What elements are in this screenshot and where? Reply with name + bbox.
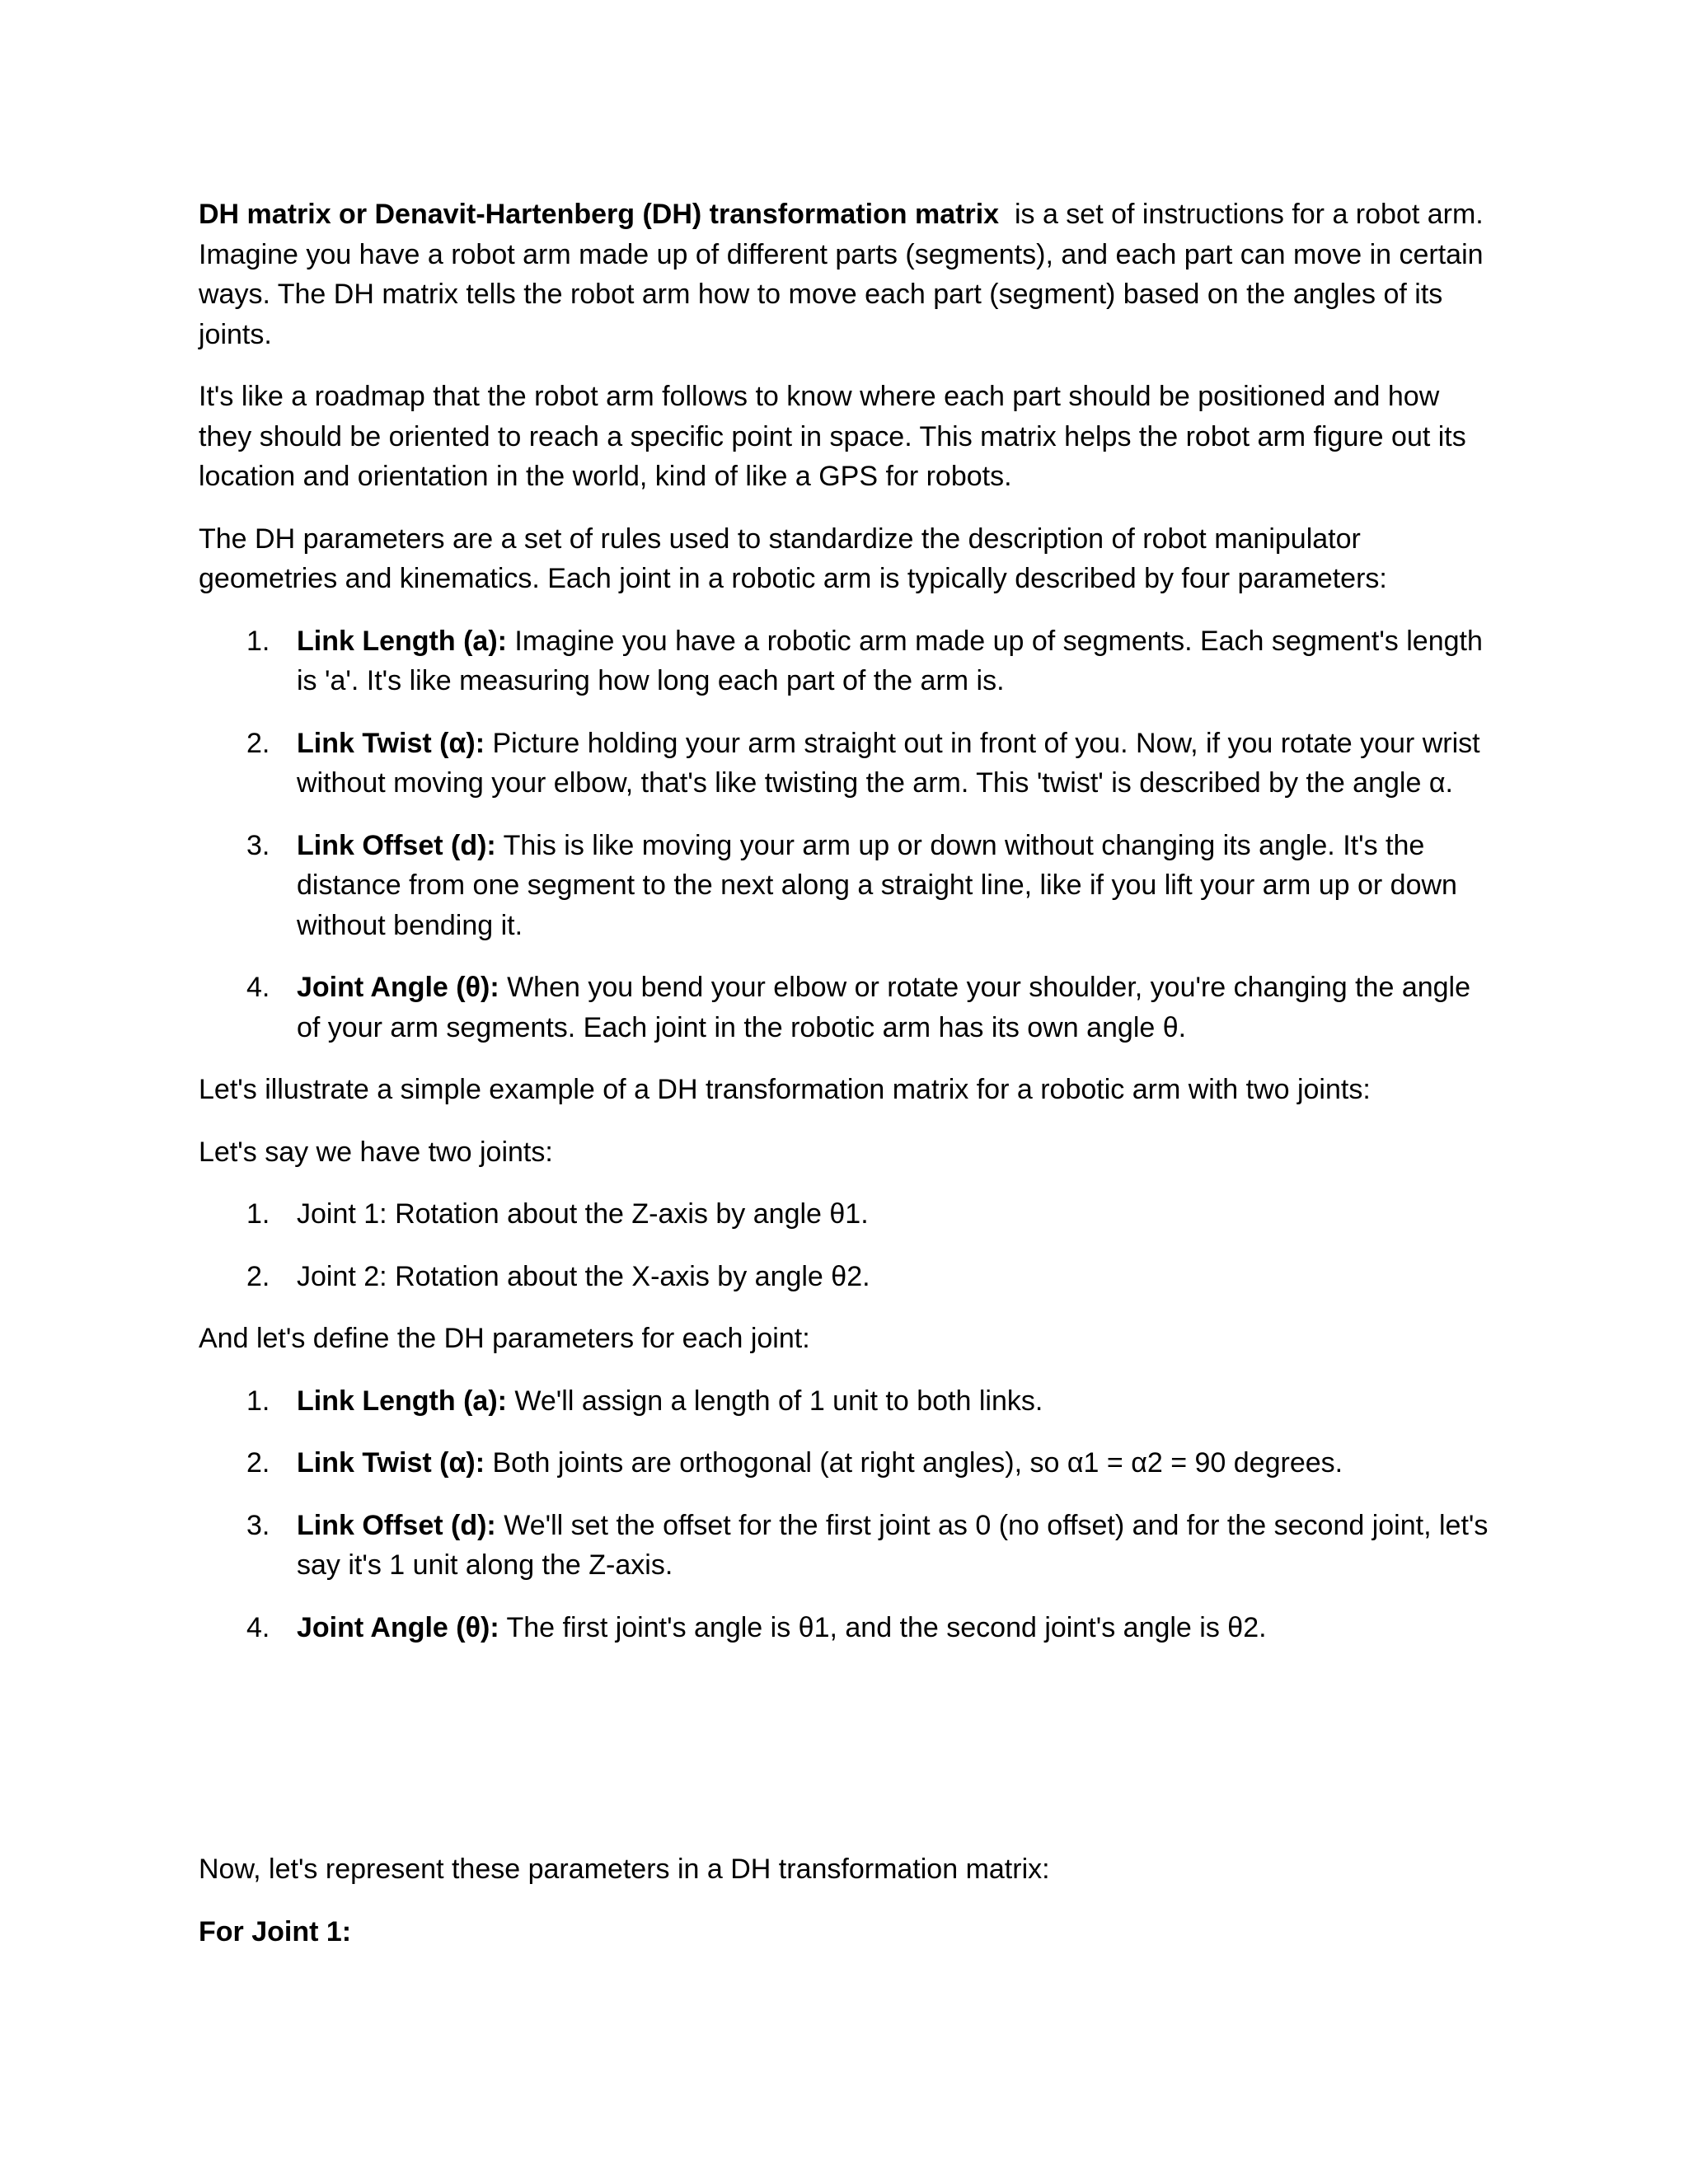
list-number: 1. <box>246 1198 270 1230</box>
list-item <box>199 1381 1493 1422</box>
param-label: Link Length (a): <box>297 1385 507 1417</box>
joint-list <box>199 1194 1493 1296</box>
param-text: We'll assign a length of 1 unit to both links. <box>506 1385 1043 1417</box>
param-label: Joint Angle (θ): <box>297 972 499 1003</box>
roadmap-paragraph: It's like a roadmap that the robot arm follows to know where each part should be positioned and how they should be oriented to reach a specific point in space. This matrix helps the robot arm figure out its location and orientation in the world, kind of like a GPS for robots. <box>199 381 1466 492</box>
param-label: Link Offset (d): <box>297 1509 496 1541</box>
joint1-heading-text: For Joint 1: <box>199 1915 352 1947</box>
param-label: Link Twist (α): <box>297 727 485 759</box>
param-text: Both joints are orthogonal (at right angles), so α1 = α2 = 90 degrees. <box>485 1447 1343 1479</box>
list-item <box>199 1608 1493 1648</box>
param-label: Link Length (a): <box>297 625 507 657</box>
list-item <box>199 968 1493 1047</box>
joint-text: Joint 1: Rotation about the Z-axis by angle θ1. <box>297 1198 869 1230</box>
param-label: Joint Angle (θ): <box>297 1611 499 1643</box>
blank-space <box>199 1670 1493 1849</box>
parameter-list <box>199 621 1493 1048</box>
list-number: 1. <box>246 1385 270 1417</box>
intro-paragraph <box>199 194 1493 354</box>
represent-paragraph: Now, let's represent these parameters in a DH transformation matrix: <box>199 1854 1050 1885</box>
list-item <box>199 1506 1493 1586</box>
definition-list <box>199 1381 1493 1648</box>
list-number: 3. <box>246 829 270 861</box>
list-number: 4. <box>246 1611 270 1643</box>
param-text: Picture holding your arm straight out in front of you. Now, if you rotate your wrist without moving your elbow, that's like twisting the arm. This 'twist' is described by the angle α. <box>297 727 1480 799</box>
list-item <box>199 1257 1493 1297</box>
list-item <box>199 724 1493 804</box>
list-item <box>199 826 1493 946</box>
param-label: Link Offset (d): <box>297 829 496 861</box>
param-label: Link Twist (α): <box>297 1447 485 1479</box>
param-text: The first joint's angle is θ1, and the second joint's angle is θ2. <box>499 1611 1267 1643</box>
list-number: 2. <box>246 1447 270 1479</box>
list-item <box>199 1443 1493 1483</box>
define-parameters-paragraph: And let's define the DH parameters for each joint: <box>199 1323 810 1354</box>
list-item <box>199 621 1493 701</box>
param-text: Imagine you have a robotic arm made up of segments. Each segment's length is 'a'. It's like measuring how long each part of the arm is. <box>297 625 1483 696</box>
list-item <box>199 1194 1493 1235</box>
param-text: We'll set the offset for the first joint as 0 (no offset) and for the second joint, let's say it's 1 unit along the Z-axis. <box>297 1509 1489 1581</box>
intro-term: DH matrix or Denavit-Hartenberg (DH) transformation matrix <box>199 199 1000 230</box>
list-number: 2. <box>246 1260 270 1292</box>
two-joints-paragraph: Let's say we have two joints: <box>199 1136 553 1168</box>
list-number: 4. <box>246 972 270 1003</box>
joint-text: Joint 2: Rotation about the X-axis by angle θ2. <box>297 1260 870 1292</box>
list-number: 3. <box>246 1509 270 1541</box>
list-number: 2. <box>246 727 270 759</box>
document-body <box>199 194 1493 1974</box>
joint1-heading <box>199 1912 1493 1952</box>
example-intro-paragraph: Let's illustrate a simple example of a DH transformation matrix for a robotic arm with two joints: <box>199 1074 1371 1105</box>
dh-parameters-paragraph: The DH parameters are a set of rules used to standardize the description of robot manipulator geometries and kinematics. Each joint in a robotic arm is typically described by four parameters: <box>199 523 1387 594</box>
param-text: When you bend your elbow or rotate your shoulder, you're changing the angle of your arm segments. Each joint in the robotic arm has its own angle θ. <box>297 972 1471 1043</box>
intro-text: is a set of instructions for a robot arm. Imagine you have a robot arm made up of different parts (segments), and each part can move in certain ways. The DH matrix tells the robot arm how to move each part (segment) based on the angles of its joints. <box>199 199 1492 350</box>
param-text: This is like moving your arm up or down without changing its angle. It's the distance from one segment to the next along a straight line, like if you lift your arm up or down without bending it. <box>297 829 1457 941</box>
list-number: 1. <box>246 625 270 657</box>
